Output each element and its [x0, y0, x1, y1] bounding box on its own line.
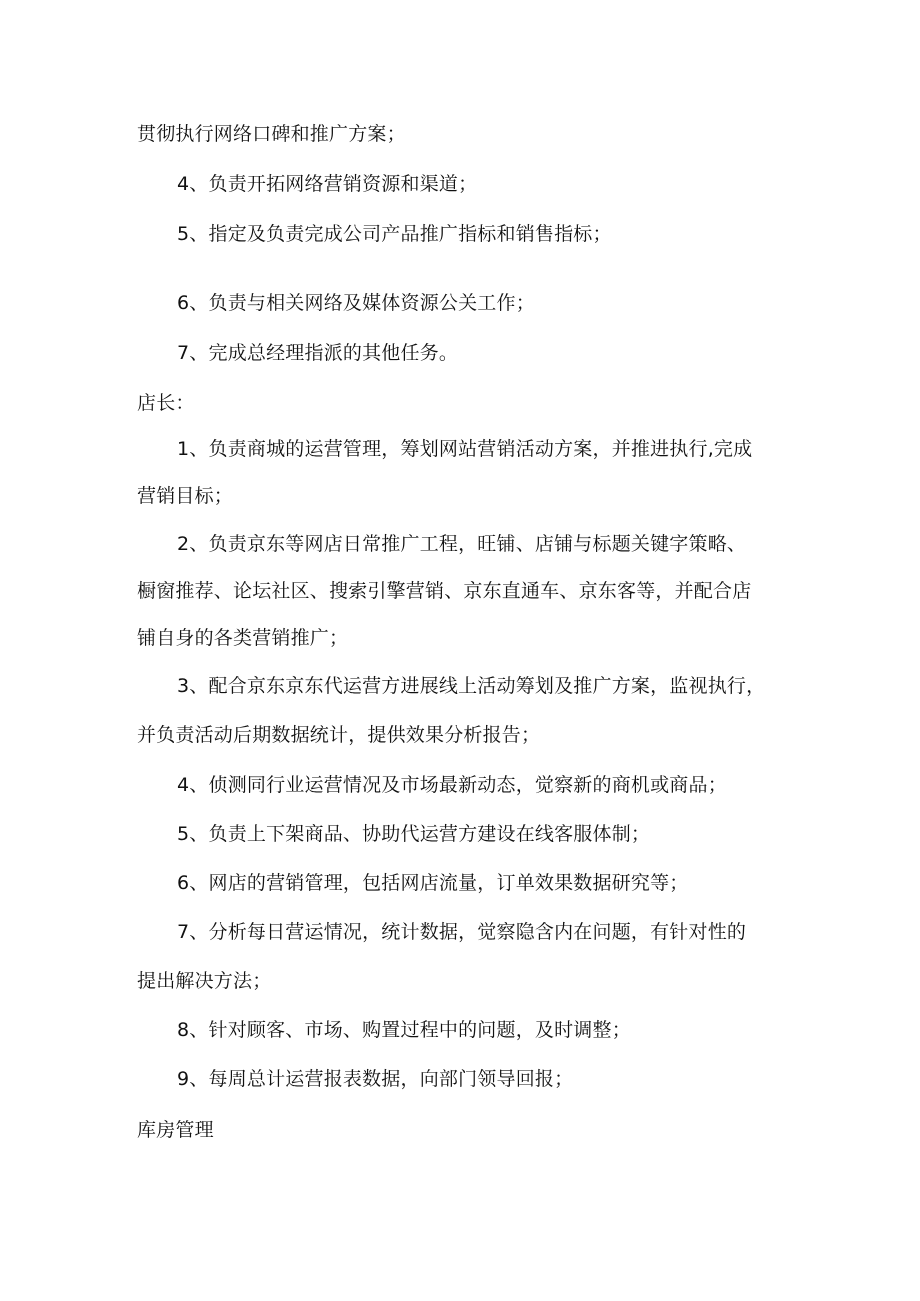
list-item: 3、配合京东京东代运营方进展线上活动筹划及推广方案，监视执行， [177, 675, 766, 697]
section-heading: 店长： [137, 392, 195, 414]
list-item: 7、完成总经理指派的其他任务。 [177, 342, 459, 364]
paragraph-line: 铺自身的各类营销推广； [137, 627, 349, 649]
paragraph-line: 并负责活动后期数据统计，提供效果分析报告； [137, 724, 541, 746]
list-item: 5、指定及负责完成公司产品推广指标和销售指标； [177, 223, 612, 245]
paragraph-line: 橱窗推荐、论坛社区、搜索引擎营销、京东直通车、京东客等，并配合店 [137, 580, 752, 602]
list-item: 4、负责开拓网络营销资源和渠道； [177, 173, 478, 195]
list-item: 2、负责京东等网店日常推广工程，旺铺、店铺与标题关键字策略、 [177, 533, 747, 555]
paragraph-line: 提出解决方法； [137, 970, 272, 992]
paragraph-line: 营销目标； [137, 485, 234, 507]
list-item: 9、每周总计运营报表数据，向部门领导回报； [177, 1068, 574, 1090]
list-item: 8、针对顾客、市场、购置过程中的问题，及时调整； [177, 1019, 631, 1041]
section-heading: 库房管理 [137, 1119, 214, 1141]
list-item: 4、侦测同行业运营情况及市场最新动态，觉察新的商机或商品； [177, 774, 727, 796]
list-item: 7、分析每日营运情况，统计数据，觉察隐含内在问题，有针对性的 [177, 921, 747, 943]
list-item: 5、负责上下架商品、协助代运营方建设在线客服体制； [177, 823, 651, 845]
list-item: 6、负责与相关网络及媒体资源公关工作； [177, 292, 535, 314]
paragraph-line: 贯彻执行网络口碑和推广方案； [137, 123, 406, 145]
list-item: 1、负责商城的运营管理，筹划网站营销活动方案，并推进执行,完成 [177, 438, 753, 460]
list-item: 6、网店的营销管理，包括网店流量，订单效果数据研究等； [177, 872, 689, 894]
